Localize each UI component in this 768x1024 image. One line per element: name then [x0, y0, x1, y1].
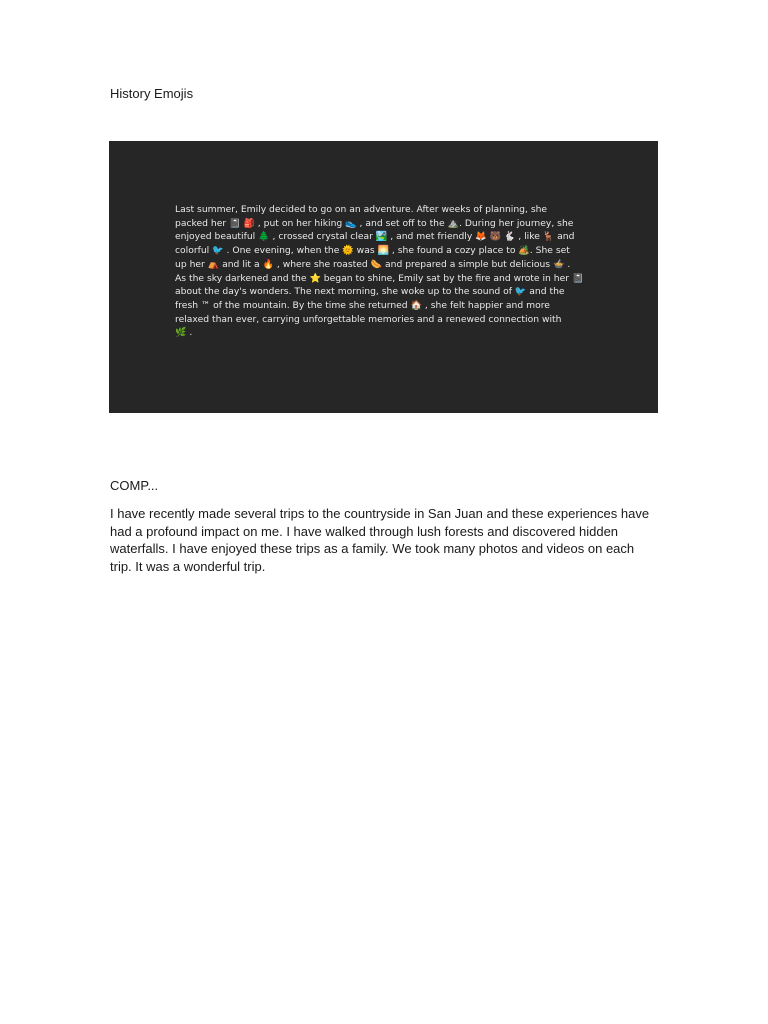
story-line: 🌿 .	[175, 327, 193, 339]
story-line: fresh ™ of the mountain. By the time she returned 🏠 , she felt happier and more	[175, 299, 550, 311]
document-title: History Emojis	[110, 86, 194, 101]
story-line: As the sky darkened and the ⭐ began to shine, Emily sat by the fire and wrote in her 📓	[175, 272, 584, 284]
story-text	[175, 203, 593, 340]
embedded-story-image	[109, 141, 658, 413]
story-line: up her ⛺ and lit a 🔥 , where she roasted 🌭 and prepared a simple but delicious 🍲 .	[175, 258, 571, 270]
story-line: packed her 📓 🎒 , put on her hiking 👟 , and set off to the ⛰️. During her journey, she	[175, 217, 574, 229]
section-heading: COMP...	[110, 478, 159, 493]
story-line: relaxed than ever, carrying unforgettable memories and a renewed connection with	[175, 313, 562, 325]
body-paragraph: I have recently made several trips to the countryside in San Juan and these experiences have had a profound impact on me. I have walked through lush forests and discovered hidden waterfalls. I have enjoyed these trips as a family. We took many photos and videos on each trip. It was a wonderful trip.	[110, 506, 650, 574]
story-line: colorful 🐦 . One evening, when the 🌞 was 🌅 , she found a cozy place to 🏕️. She set	[175, 245, 570, 257]
story-line: enjoyed beautiful 🌲 , crossed crystal clear 🏞️ , and met friendly 🦊 🐻 🐇 , like 🦌 and	[175, 231, 575, 243]
story-line: Last summer, Emily decided to go on an adventure. After weeks of planning, she	[175, 204, 548, 215]
story-line: about the day's wonders. The next morning, she woke up to the sound of 🐦 and the	[175, 286, 565, 298]
